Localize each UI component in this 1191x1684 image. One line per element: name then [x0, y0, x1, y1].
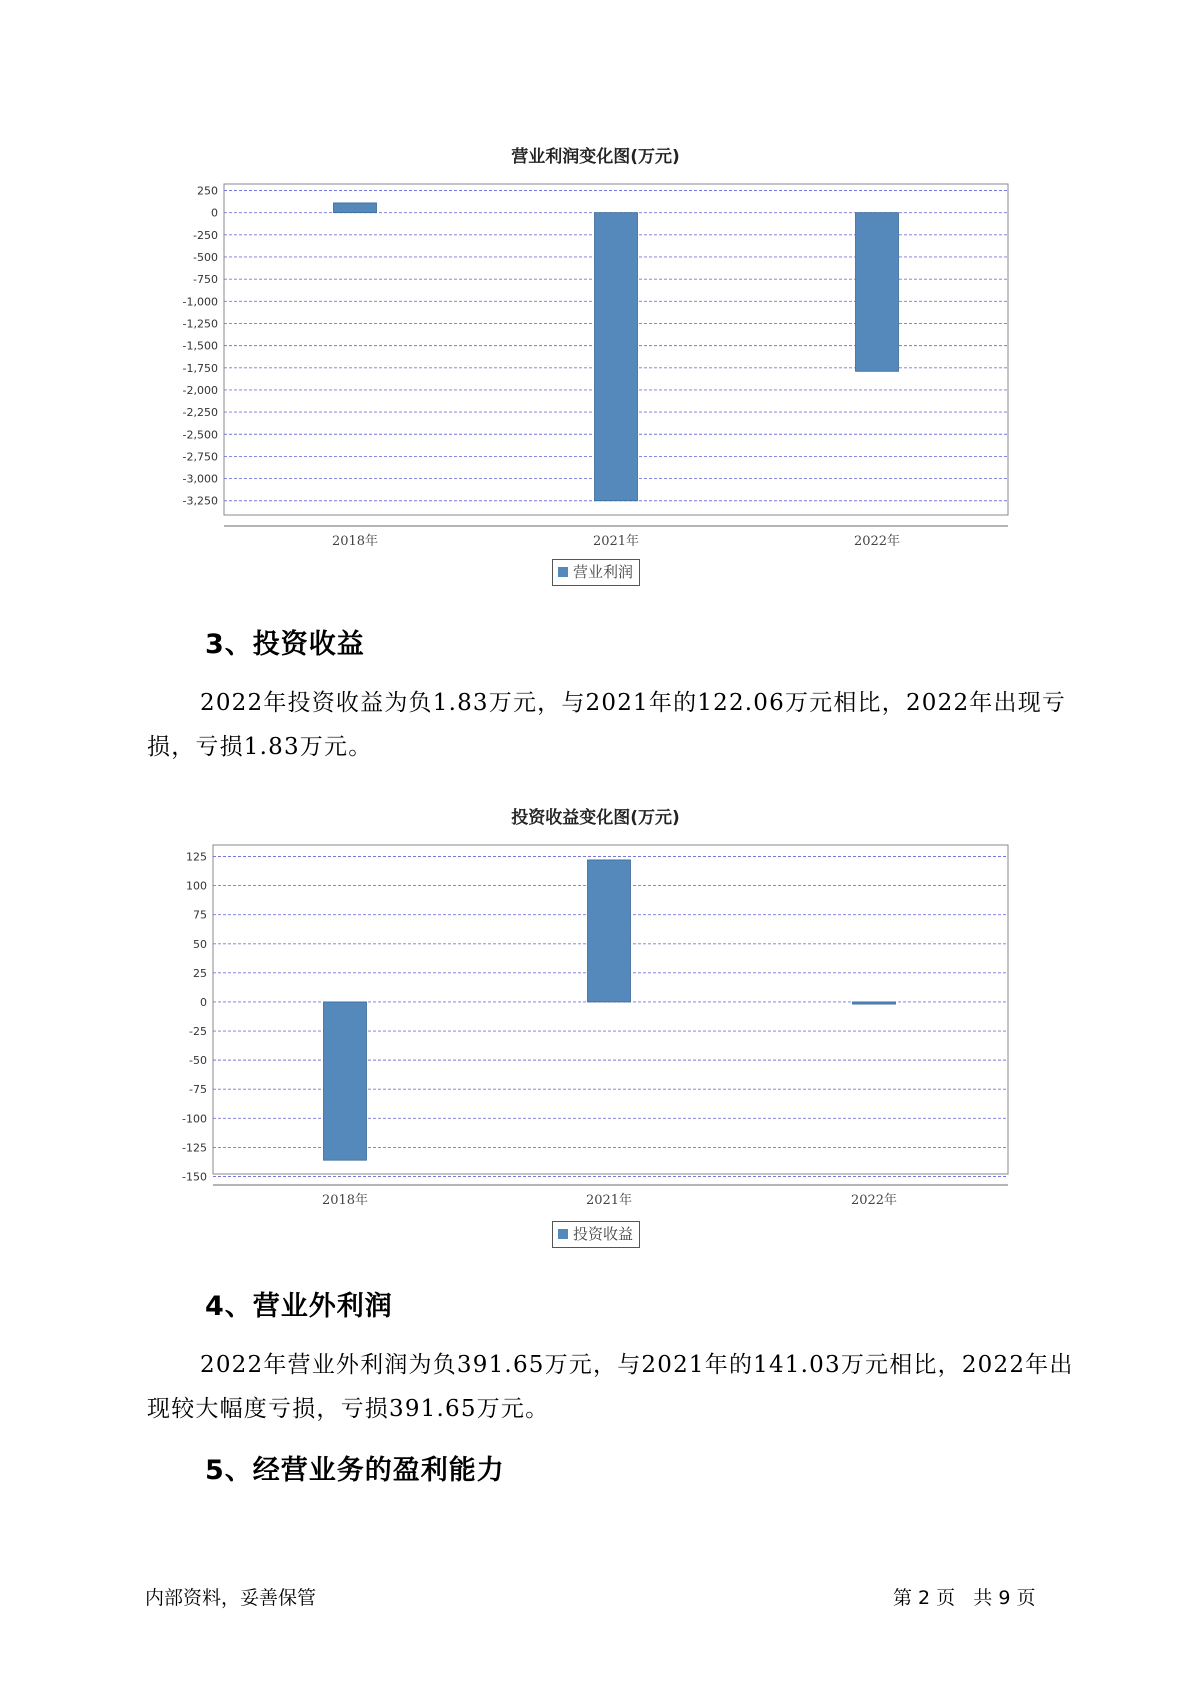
x-category-label: 2018年 — [331, 534, 379, 549]
bar — [595, 213, 638, 501]
y-tick-label: -50 — [189, 1054, 207, 1068]
section-paragraph-non-operating-profit: 2022年营业外利润为负391.65万元，与2021年的141.03万元相比，2022年出现较大幅度亏损，亏损391.65万元。 — [147, 1352, 1074, 1422]
legend-swatch — [558, 1229, 568, 1239]
bar — [856, 213, 899, 372]
chart-legend-investment-income — [552, 1221, 640, 1248]
y-tick-label: -2,750 — [182, 450, 218, 464]
operating-profit-chart — [0, 175, 1191, 555]
chart-title-operating-profit: 营业利润变化图(万元) — [511, 147, 680, 167]
footer-page-number: 第 2 页 共 9 页 — [893, 1587, 1036, 1609]
x-category-label: 2021年 — [585, 1193, 633, 1208]
y-tick-label: -2,500 — [182, 428, 218, 442]
y-tick-label: -3,000 — [182, 472, 218, 486]
y-tick-label: -1,500 — [182, 339, 218, 353]
bar — [853, 1002, 896, 1004]
y-tick-label: -125 — [182, 1141, 207, 1155]
legend-swatch — [558, 567, 568, 577]
footer-confidential-note: 内部资料，妥善保管 — [145, 1587, 317, 1609]
legend-label: 营业利润 — [573, 563, 634, 581]
section-heading-non-operating-profit: 4、营业外利润 — [205, 1291, 393, 1322]
legend-label: 投资收益 — [573, 1225, 634, 1243]
y-tick-label: 0 — [200, 995, 207, 1009]
y-tick-label: -75 — [189, 1083, 207, 1097]
y-tick-label: 125 — [186, 850, 207, 864]
section-heading-operating-profitability: 5、经营业务的盈利能力 — [205, 1455, 505, 1486]
y-tick-label: -1,000 — [182, 295, 218, 309]
y-tick-label: -1,250 — [182, 317, 218, 331]
y-tick-label: 75 — [193, 908, 207, 922]
investment-income-chart — [0, 836, 1191, 1216]
y-tick-label: -250 — [193, 228, 218, 242]
y-tick-label: 50 — [193, 937, 207, 951]
y-tick-label: -100 — [182, 1112, 207, 1126]
chart-legend-operating-profit — [552, 559, 640, 586]
y-tick-label: -500 — [193, 250, 218, 264]
section-paragraph-investment-income: 2022年投资收益为负1.83万元，与2021年的122.06万元相比，2022年出现亏损，亏损1.83万元。 — [147, 690, 1067, 760]
y-tick-label: -3,250 — [182, 494, 218, 508]
y-tick-label: -2,000 — [182, 383, 218, 397]
bar — [334, 203, 377, 213]
section-heading-investment-income: 3、投资收益 — [205, 629, 365, 660]
bar — [324, 1002, 367, 1160]
y-tick-label: -750 — [193, 273, 218, 287]
x-category-label: 2022年 — [853, 534, 901, 549]
x-category-label: 2022年 — [850, 1193, 898, 1208]
y-tick-label: 250 — [197, 184, 218, 198]
y-tick-label: 0 — [211, 206, 218, 220]
chart-title-investment-income: 投资收益变化图(万元) — [511, 808, 680, 828]
y-tick-label: 25 — [193, 966, 207, 980]
bar — [588, 860, 631, 1002]
y-tick-label: -1,750 — [182, 361, 218, 375]
y-tick-label: -150 — [182, 1170, 207, 1184]
x-category-label: 2021年 — [592, 534, 640, 549]
y-tick-label: -2,250 — [182, 406, 218, 420]
x-category-label: 2018年 — [321, 1193, 369, 1208]
y-tick-label: 100 — [186, 879, 207, 893]
y-tick-label: -25 — [189, 1025, 207, 1039]
